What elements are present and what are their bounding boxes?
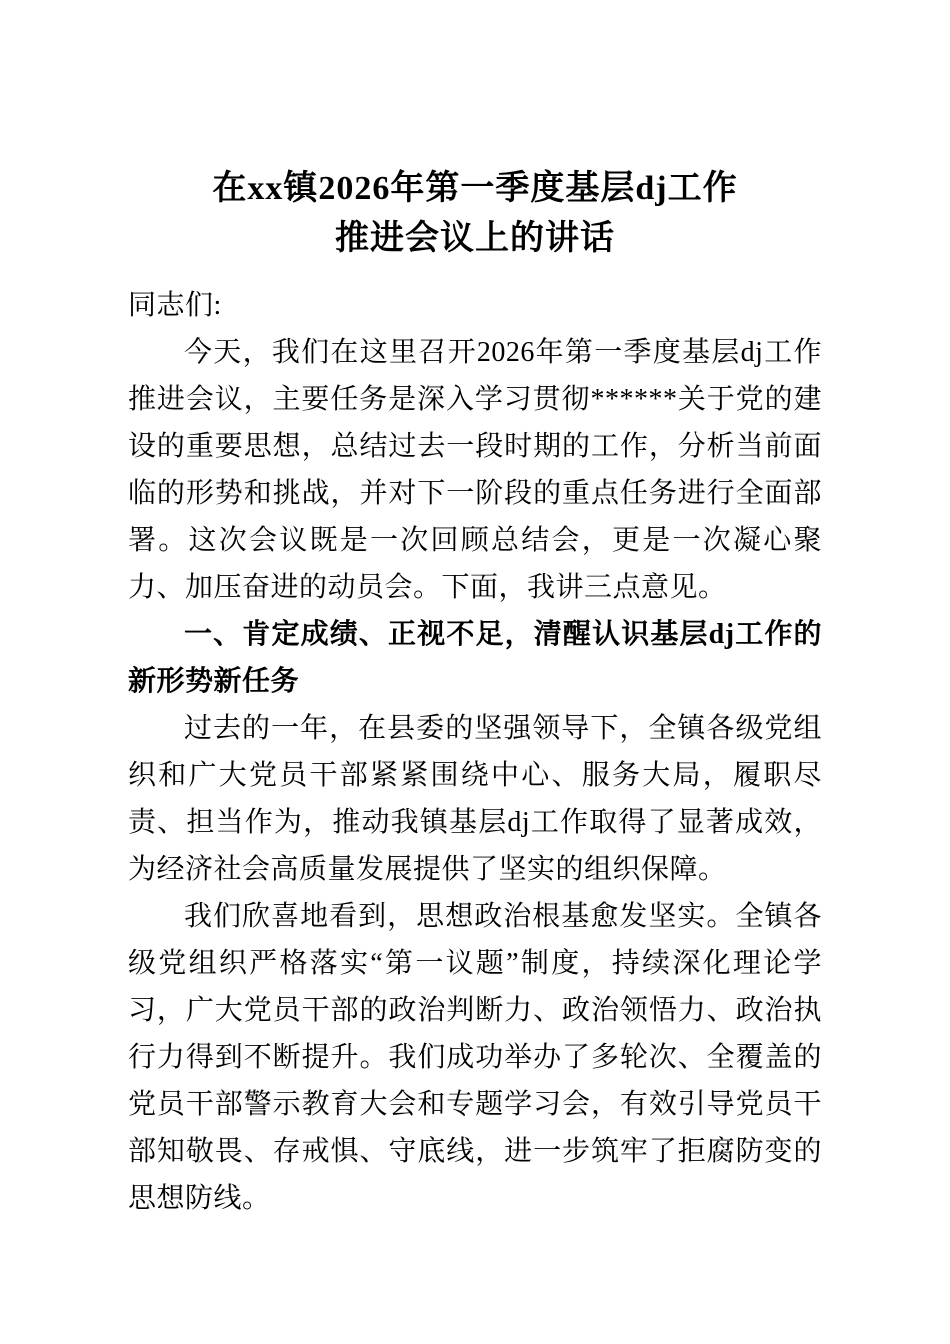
- title-line-2: 推进会议上的讲话: [335, 220, 615, 257]
- paragraph-review: 过去的一年，在县委的坚强领导下，全镇各级党组织和广大党员干部紧紧围绕中心、服务大局，履职尽责、担当作为，推动我镇基层dj工作取得了显著成效，为经济社会高质量发展提供了坚实的组织保障。: [128, 713, 822, 885]
- title-line-1: 在xx镇2026年第一季度基层dj工作: [212, 170, 738, 207]
- paragraph-achievements: 我们欣喜地看到，思想政治根基愈发坚实。全镇各级党组织严格落实“第一议题”制度，持续深化理论学习，广大党员干部的政治判断力、政治领悟力、政治执行力得到不断提升。我们成功举办了多轮次、全覆盖的党员干部警示教育大会和专题学习会，有效引导党员干部知敬畏、存戒惧、守底线，进一步筑牢了拒腐防变的思想防线。: [128, 901, 822, 1214]
- document-title: [128, 164, 822, 264]
- paragraph-intro: 今天，我们在这里召开2026年第一季度基层dj工作推进会议，主要任务是深入学习贯彻******关于党的建设的重要思想，总结过去一段时期的工作，分析当前面临的形势和挑战，并对下一阶段的重点任务进行全面部署。这次会议既是一次回顾总结会，更是一次凝心聚力、加压奋进的动员会。下面，我讲三点意见。: [128, 337, 822, 603]
- section-heading-1: 一、肯定成绩、正视不足，清醒认识基层dj工作的新形势新任务: [128, 619, 822, 697]
- salutation: 同志们:: [128, 290, 222, 321]
